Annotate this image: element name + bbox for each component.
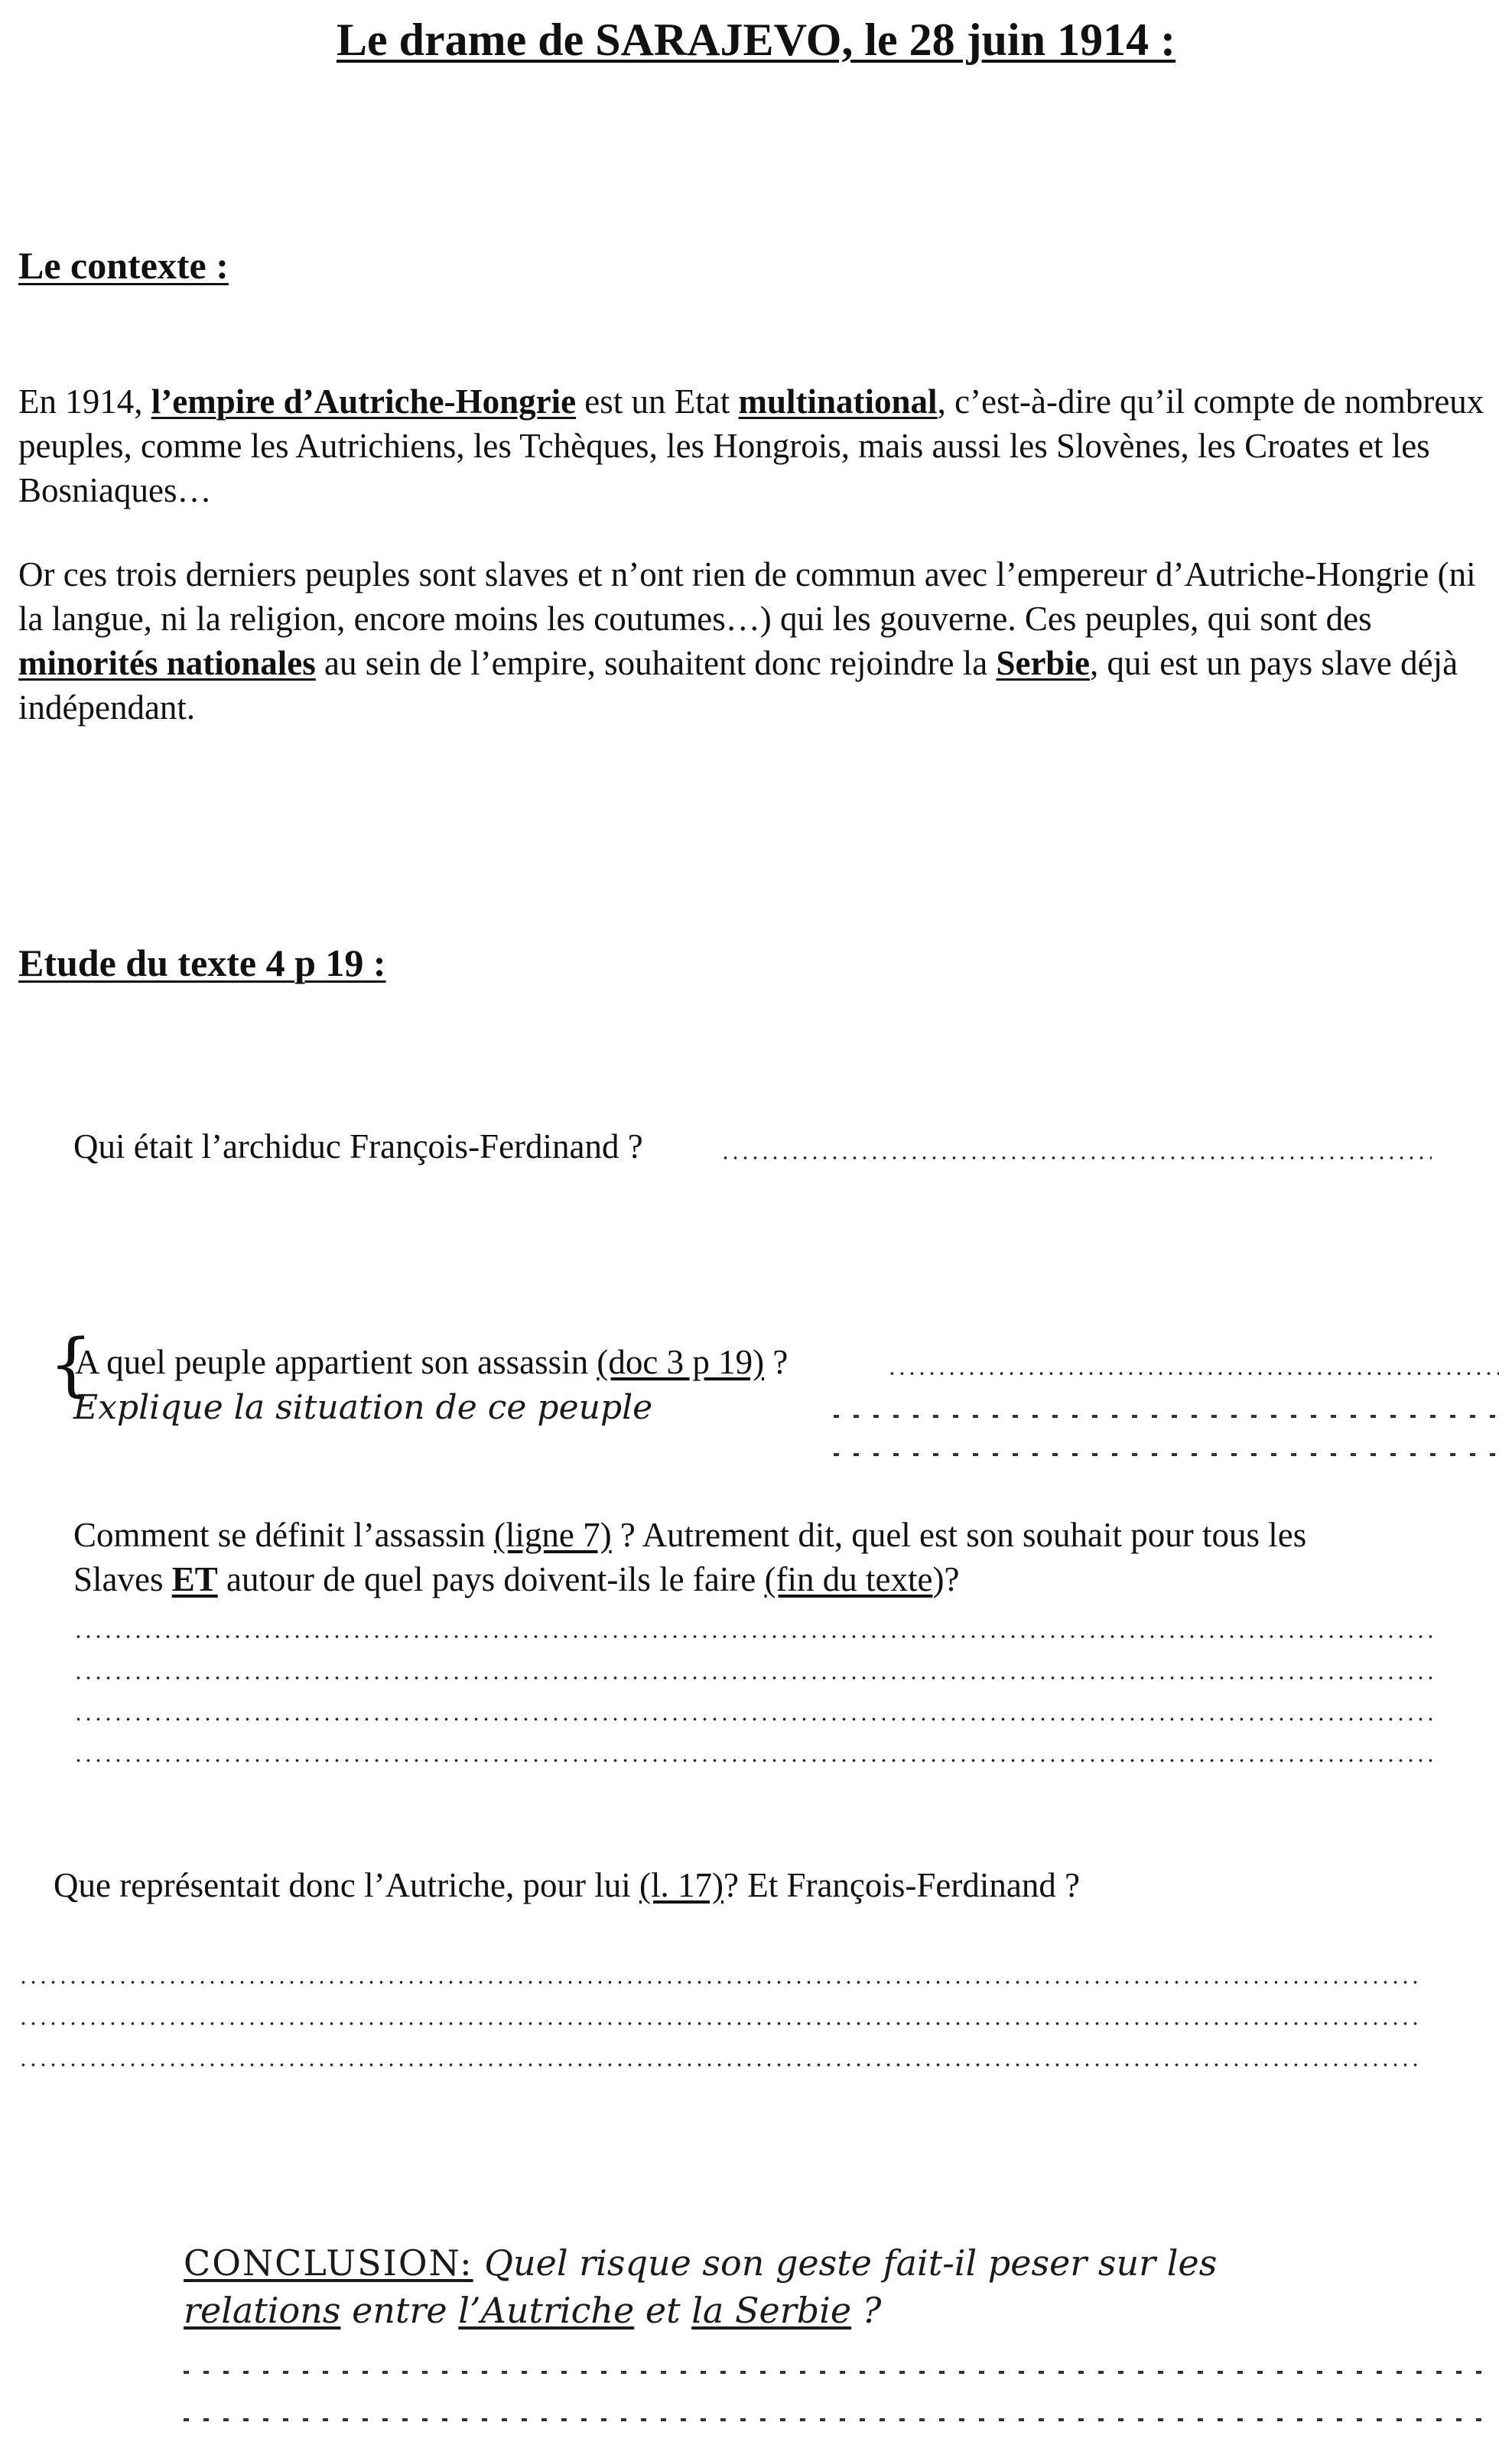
- text: Quel risque son geste fait-il peser sur les: [473, 2242, 1218, 2284]
- page-title: Le drame de SARAJEVO, le 28 juin 1914 :: [336, 15, 1176, 65]
- answer-line: [73, 1759, 1435, 1762]
- text: Comment se définit l’assassin: [73, 1516, 494, 1554]
- answer-line: [834, 1415, 1499, 1418]
- text: ?: [851, 2290, 882, 2331]
- question-2: [75, 1340, 788, 1384]
- study-heading: Etude du texte 4 p 19 :: [18, 941, 386, 984]
- text: entre: [340, 2290, 459, 2331]
- answer-line: [73, 1635, 1435, 1638]
- reference: (fin du texte: [764, 1560, 933, 1598]
- text: au sein de l’empire, souhaitent donc rejoindre la: [315, 644, 997, 682]
- conclusion-line-1: [184, 2242, 1217, 2284]
- conclusion-line-2: [184, 2290, 881, 2331]
- answer-line: [887, 1372, 1499, 1375]
- text: et: [634, 2290, 692, 2331]
- text: autour de quel pays doivent-ils le faire: [217, 1560, 765, 1598]
- emphasis: ET: [171, 1560, 218, 1598]
- text: A quel peuple appartient son assassin: [75, 1343, 597, 1381]
- context-paragraph-1: [18, 379, 1494, 512]
- text: Or ces trois derniers peuples sont slaves et n’ont rien de commun avec l’empereur d’Autriche-Hongrie (ni la langue, ni la religion, encore moins les coutumes…) qui les gouverne. Ces peuples, qui sont des: [18, 555, 1476, 638]
- text: est un Etat: [576, 382, 739, 421]
- answer-line: [18, 2063, 1418, 2066]
- reference: (ligne 7): [493, 1516, 612, 1554]
- question-3-line-1: [73, 1513, 1306, 1557]
- text: , c’est-à-dire qu’il compte de nombreux peuples, comme les Autrichiens, les Tchèques, les Hongrois, mais aussi les Slovènes, les Croates et les Bosniaques…: [18, 382, 1484, 509]
- answer-line: [834, 1453, 1499, 1456]
- question-3-line-2: [73, 1557, 959, 1601]
- answer-line: [184, 2371, 1491, 2374]
- text: l’Autriche: [458, 2290, 635, 2331]
- question-4: [54, 1863, 1080, 1907]
- brace: {: [49, 1325, 93, 1405]
- answer-line: [73, 1676, 1435, 1679]
- reference: (l. 17): [639, 1866, 723, 1904]
- answer-line: [184, 2418, 1491, 2421]
- context-heading: Le contexte :: [18, 244, 229, 287]
- reference: (doc 3 p 19): [597, 1343, 765, 1381]
- text: Que représentait donc l’Autriche, pour lui: [54, 1866, 639, 1904]
- text: ? Et François-Ferdinand ?: [723, 1866, 1081, 1904]
- context-paragraph-2: [18, 552, 1494, 730]
- text: )?: [932, 1560, 960, 1598]
- answer-line: [18, 1981, 1418, 1984]
- text: relations: [184, 2290, 341, 2331]
- term-serbia: Serbie: [996, 644, 1090, 682]
- term-austria-hungary: l’empire d’Autriche-Hongrie: [151, 382, 577, 421]
- text: Slaves: [73, 1560, 172, 1598]
- conclusion-label: CONCLUSION:: [184, 2242, 473, 2284]
- text: la Serbie: [691, 2290, 852, 2331]
- question-1: Qui était l’archiduc François-Ferdinand ?: [73, 1127, 643, 1166]
- text: ?: [764, 1343, 789, 1381]
- term-national-minorities: minorités nationales: [18, 644, 316, 682]
- answer-line: [720, 1156, 1432, 1159]
- text: En 1914,: [18, 382, 151, 421]
- handwritten-instruction: Explique la situation de ce peuple: [73, 1388, 653, 1427]
- term-multinational: multinational: [738, 382, 938, 421]
- text: , qui est un pays slave déjà indépendant.: [18, 644, 1458, 727]
- answer-line: [73, 1718, 1435, 1721]
- answer-line: [18, 2022, 1418, 2025]
- text: ? Autrement dit, quel est son souhait pour tous les: [611, 1516, 1307, 1554]
